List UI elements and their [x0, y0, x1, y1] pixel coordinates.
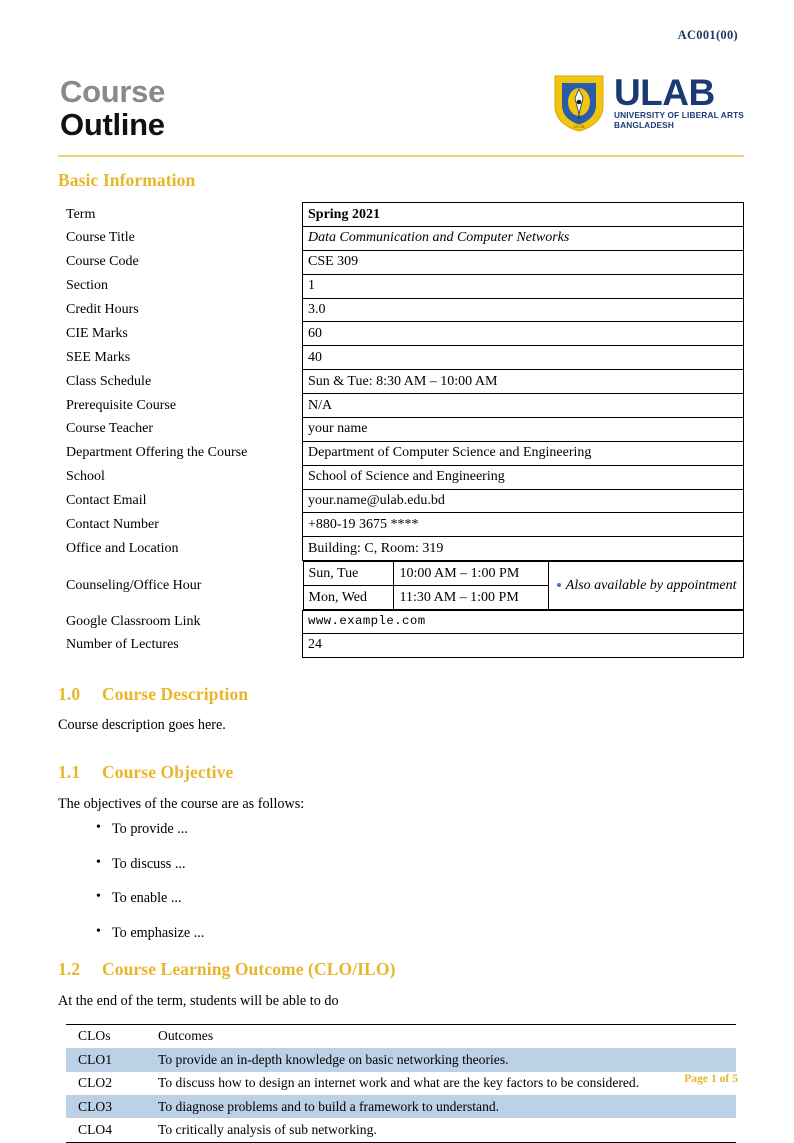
info-label: Credit Hours [66, 302, 139, 317]
clo-table [66, 1024, 736, 1143]
counseling-note [548, 562, 743, 610]
table-row [58, 465, 744, 489]
clo-table-body [66, 1048, 736, 1142]
info-value: your name [303, 417, 744, 441]
course-objective-list [58, 820, 744, 943]
section-number: 1.1 [58, 761, 81, 782]
counseling-note-text: Also available by appointment [565, 577, 737, 593]
table-row [58, 346, 744, 370]
table-row [66, 1072, 736, 1095]
section-heading-course-objective [58, 762, 744, 783]
table-row [58, 322, 744, 346]
table-row [58, 250, 744, 274]
bullet-dot-icon [557, 583, 561, 587]
header-divider [58, 155, 744, 157]
info-label: Contact Email [66, 493, 147, 508]
clo-outcome: To diagnose problems and to build a framework to understand. [146, 1095, 736, 1118]
info-label: Number of Lectures [66, 637, 179, 653]
counseling-cell [303, 561, 744, 611]
info-label: Contact Number [66, 516, 159, 532]
info-label: Term [66, 206, 96, 222]
clo-id: CLO4 [66, 1118, 146, 1142]
basic-information-rows [58, 203, 744, 658]
table-row [58, 203, 744, 227]
counseling-days: Sun, Tue [303, 562, 394, 586]
table-row [58, 370, 744, 394]
table-row [58, 441, 744, 465]
info-value: Department of Computer Science and Engineering [303, 441, 744, 465]
table-row [58, 298, 744, 322]
info-label: CIE Marks [66, 325, 128, 341]
section-heading-course-description [58, 684, 744, 705]
logo-subtitle-line1: UNIVERSITY OF LIBERAL ARTS [613, 109, 744, 120]
title-word-course: Course [60, 74, 166, 109]
table-row [58, 394, 744, 418]
info-label: Google Classroom Link [66, 613, 201, 629]
info-value: Spring 2021 [303, 203, 744, 227]
table-row [58, 417, 744, 441]
info-value: your.name@ulab.edu.bd [303, 489, 744, 513]
section-number: 1.2 [58, 958, 81, 979]
document-code: AC001(00) [677, 28, 738, 42]
info-label: Class Schedule [66, 373, 152, 389]
table-row [58, 633, 744, 657]
list-item: • To enable ... [96, 889, 744, 908]
table-row [58, 226, 744, 250]
info-label: Course Teacher [66, 421, 154, 437]
list-item: • To emphasize ... [96, 924, 744, 943]
counseling-days: Mon, Wed [303, 586, 394, 610]
table-row [58, 610, 744, 633]
document-content [58, 170, 744, 1143]
counseling-row [303, 562, 743, 586]
table-row [66, 1118, 736, 1142]
ulab-logo [551, 72, 744, 134]
clo-intro: At the end of the term, students will be able to do [58, 992, 339, 1009]
course-description-body: Course description goes here. [58, 716, 226, 733]
info-value: 40 [303, 346, 744, 370]
svg-text:ULAB: ULAB [573, 124, 585, 129]
counseling-time: 10:00 AM – 1:00 PM [394, 562, 548, 586]
info-value: 1 [303, 274, 744, 298]
list-item: • To provide ... [96, 820, 744, 839]
course-objective-intro: The objectives of the course are as follows: [58, 795, 305, 812]
info-value: 3.0 [303, 298, 744, 322]
section-title: Course Learning Outcome (CLO/ILO) [102, 958, 396, 979]
info-label: School [66, 469, 105, 485]
info-value: Building: C, Room: 319 [303, 537, 744, 561]
clo-id: CLO1 [66, 1048, 146, 1071]
logo-subtitle-line2: BANGLADESH [613, 120, 674, 131]
google-classroom-link[interactable]: www.example.com [303, 610, 744, 633]
clo-id: CLO3 [66, 1095, 146, 1118]
info-label: SEE Marks [66, 349, 131, 365]
clo-table-head [66, 1024, 736, 1048]
section-heading-course-learning-outcome [58, 959, 744, 980]
table-row-counseling [58, 561, 744, 611]
clo-column-header-id: CLOs [66, 1024, 146, 1048]
counseling-schedule-table [303, 561, 744, 610]
info-value: Data Communication and Computer Networks [303, 226, 744, 250]
info-value: Sun & Tue: 8:30 AM – 10:00 AM [303, 370, 744, 394]
clo-outcome: To discuss how to design an internet work and what are the key factors to be considered. [158, 1075, 640, 1091]
section-number: 1.0 [58, 683, 81, 704]
info-value: N/A [303, 394, 744, 418]
basic-information-table [58, 202, 744, 658]
info-value: +880-19 3675 **** [303, 513, 744, 537]
section-title: Course Objective [102, 761, 234, 782]
info-value: 24 [303, 633, 744, 657]
info-value: School of Science and Engineering [303, 465, 744, 489]
clo-column-header-outcome: Outcomes [146, 1024, 736, 1048]
logo-wordmark: ULAB [613, 71, 715, 113]
table-row [58, 513, 744, 537]
table-row [58, 537, 744, 561]
info-label: Office and Location [66, 540, 179, 556]
basic-information-heading-text: Basic Information [58, 170, 196, 190]
title-word-outline: Outline [60, 107, 165, 142]
section-title: Course Description [102, 683, 249, 704]
info-label: Course Title [66, 230, 135, 246]
clo-header-row [66, 1024, 736, 1048]
info-label: Course Code [66, 254, 139, 270]
clo-outcome: To provide an in-depth knowledge on basic networking theories. [146, 1048, 736, 1071]
info-label: Prerequisite Course [66, 397, 177, 413]
info-value: 60 [303, 322, 744, 346]
clo-outcome: To critically analysis of sub networking. [146, 1118, 736, 1142]
section-heading-basic-information [58, 170, 744, 191]
table-row [66, 1095, 736, 1118]
clo-id: CLO2 [78, 1075, 112, 1091]
info-value: CSE 309 [303, 250, 744, 274]
table-row [66, 1048, 736, 1071]
info-label-counseling: Counseling/Office Hour [66, 577, 202, 593]
clo-table-wrapper [58, 1024, 744, 1143]
table-row [58, 274, 744, 298]
document-title [60, 76, 165, 140]
info-label: Department Offering the Course [66, 445, 248, 461]
info-label: Section [66, 278, 108, 294]
page-footer: Page 1 of 5 [684, 1072, 738, 1085]
counseling-time: 11:30 AM – 1:00 PM [394, 586, 548, 610]
ulab-shield-icon [551, 72, 607, 134]
list-item: • To discuss ... [96, 855, 744, 874]
table-row [58, 489, 744, 513]
